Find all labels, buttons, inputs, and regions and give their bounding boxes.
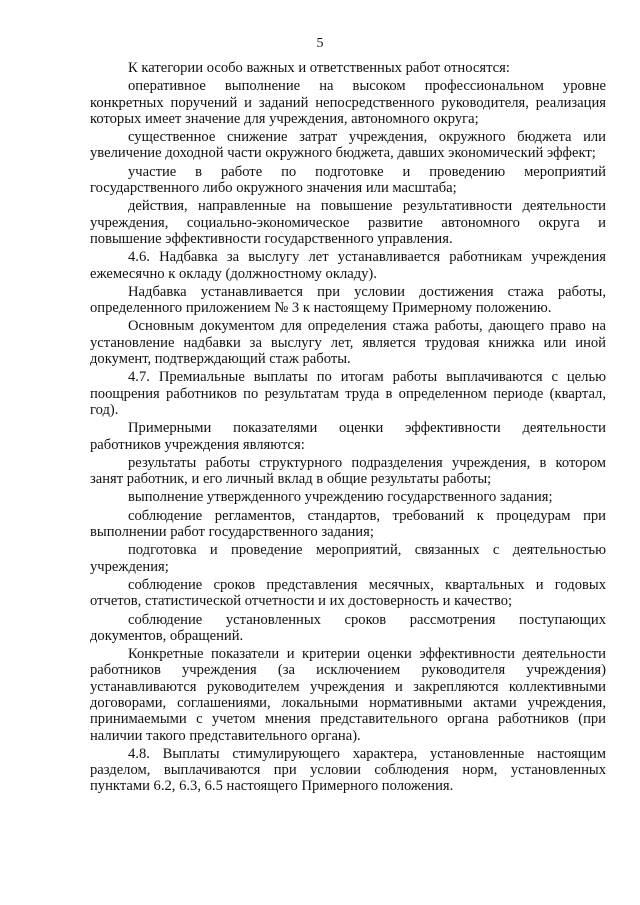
- paragraph: 4.7. Премиальные выплаты по итогам работы выплачиваются с целью поощрения работников по результатам труда в определенном периоде (квартал, год).: [90, 369, 606, 418]
- paragraph: Примерными показателями оценки эффективности деятельности работников учреждения являются:: [90, 420, 606, 453]
- paragraph: результаты работы структурного подразделения учреждения, в котором занят работник, и его личный вклад в общие результаты работы;: [90, 454, 606, 488]
- paragraph: соблюдение сроков представления месячных, квартальных и годовых отчетов, статистической отчетности и их достоверность и качество;: [90, 576, 606, 610]
- paragraph: существенное снижение затрат учреждения, окружного бюджета или увеличение доходной части окружного бюджета, давших экономический эффект;: [90, 129, 606, 162]
- paragraph: Конкретные показатели и критерии оценки эффективности деятельности работников учреждения (за исключением руководителя учреждения) устанавливаются руководителем учреждения и закрепляются коллективными договорами, соглашениями, локальными нормативными актами учреждения, принимаемыми с учетом мнения представительного органа работников (при наличии такого представительного органа).: [90, 646, 606, 744]
- paragraph: соблюдение регламентов, стандартов, требований к процедурам при выполнении работ государственного задания;: [90, 507, 606, 541]
- paragraph: К категории особо важных и ответственных работ относятся:: [128, 60, 510, 76]
- paragraph: Надбавка устанавливается при условии достижения стажа работы, определенного приложением № 3 к настоящему Примерному положению.: [90, 283, 606, 317]
- paragraph: 4.8. Выплаты стимулирующего характера, установленные настоящим разделом, выплачиваются при условии соблюдения норм, установленных пунктами 6.2, 6.3, 6.5 настоящего Примерного положения.: [90, 745, 606, 795]
- document-body: [90, 60, 606, 797]
- paragraph: 4.6. Надбавка за выслугу лет устанавливается работникам учреждения ежемесячно к окладу (должностному окладу).: [90, 249, 606, 282]
- paragraph: соблюдение установленных сроков рассмотрения поступающих документов, обращений.: [90, 611, 606, 644]
- paragraph: участие в работе по подготовке и проведению мероприятий государственного либо окружного значения или масштаба;: [90, 163, 606, 197]
- paragraph: выполнение утвержденного учреждению государственного задания;: [128, 489, 553, 506]
- paragraph: Основным документом для определения стажа работы, дающего право на установление надбавки за выслугу лет, является трудовая книжка или иной документ, подтверждающий стаж работы.: [90, 318, 606, 368]
- paragraph: оперативное выполнение на высоком профессиональном уровне конкретных поручений и заданий непосредственного руководителя, реализация которых имеет значение для учреждения, автономного округа;: [90, 78, 606, 127]
- paragraph: подготовка и проведение мероприятий, связанных с деятельностью учреждения;: [90, 542, 606, 575]
- page-number: 5: [316, 36, 324, 51]
- paragraph: действия, направленные на повышение результативности деятельности учреждения, социально-экономическое развитие автономного округа и повышение эффективности государственного управления.: [90, 198, 606, 247]
